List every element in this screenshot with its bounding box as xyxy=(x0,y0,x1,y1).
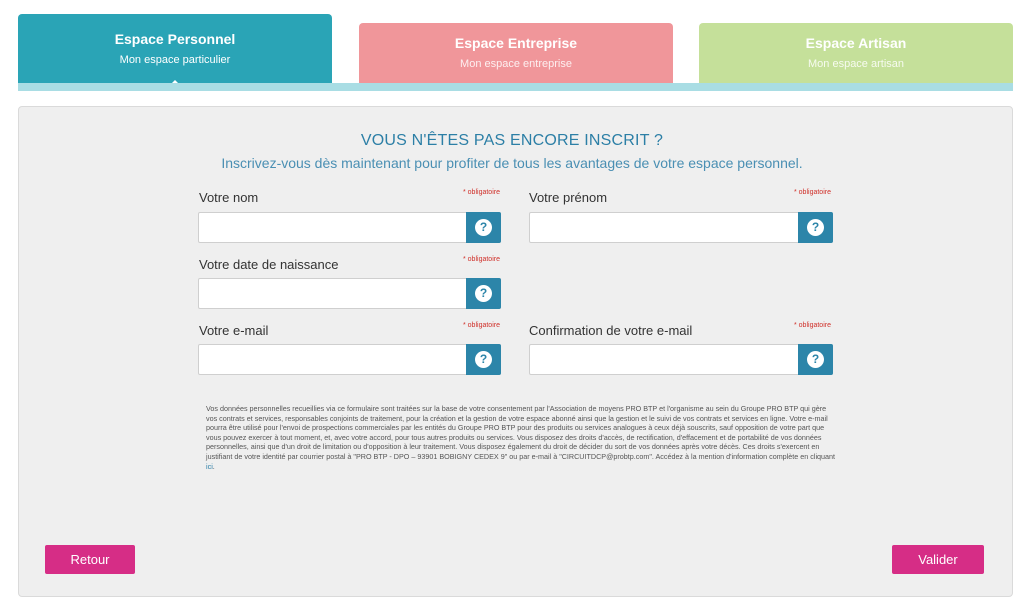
question-icon: ? xyxy=(475,285,492,302)
question-icon: ? xyxy=(475,219,492,236)
privacy-notice-link[interactable]: ici xyxy=(206,461,213,471)
email-label: Votre e-mail xyxy=(199,323,269,338)
prenom-help-button[interactable] xyxy=(798,212,833,243)
nom-field[interactable] xyxy=(198,212,501,243)
privacy-notice xyxy=(206,404,836,471)
naissance-input[interactable] xyxy=(199,279,500,308)
naissance-label: Votre date de naissance xyxy=(199,257,339,272)
tab-subtitle: Mon espace artisan xyxy=(808,58,904,70)
email-confirm-field[interactable] xyxy=(529,344,833,375)
naissance-field[interactable] xyxy=(198,278,501,309)
tab-underline-bar xyxy=(18,83,1013,91)
tab-espace-entreprise[interactable] xyxy=(359,23,673,83)
question-icon: ? xyxy=(475,351,492,368)
email-field[interactable] xyxy=(198,344,501,375)
email-confirm-input[interactable] xyxy=(530,345,832,374)
email-input[interactable] xyxy=(199,345,500,374)
registration-panel xyxy=(18,106,1013,597)
naissance-help-button[interactable] xyxy=(466,278,501,309)
required-note: * obligatoire xyxy=(794,189,831,196)
prenom-input[interactable] xyxy=(530,213,832,242)
tab-title: Espace Artisan xyxy=(805,35,907,51)
nom-help-button[interactable] xyxy=(466,212,501,243)
question-icon: ? xyxy=(807,351,824,368)
required-note: * obligatoire xyxy=(463,256,500,263)
tab-subtitle: Mon espace particulier xyxy=(119,54,231,66)
nom-label: Votre nom xyxy=(199,190,259,205)
required-note: * obligatoire xyxy=(463,189,500,196)
tab-espace-artisan[interactable] xyxy=(699,23,1013,83)
prenom-label: Votre prénom xyxy=(529,190,608,205)
prenom-field[interactable] xyxy=(529,212,833,243)
valider-button[interactable]: Valider xyxy=(892,545,984,574)
nom-input[interactable] xyxy=(199,213,500,242)
email-confirm-help-button[interactable] xyxy=(798,344,833,375)
tab-espace-personnel[interactable] xyxy=(18,14,332,83)
retour-button[interactable]: Retour xyxy=(45,545,135,574)
email-confirm-label: Confirmation de votre e-mail xyxy=(529,323,693,338)
privacy-notice-end: . xyxy=(212,461,215,471)
required-note: * obligatoire xyxy=(463,322,500,329)
tab-subtitle: Mon espace entreprise xyxy=(460,58,572,70)
tab-title: Espace Entreprise xyxy=(454,35,578,51)
form-heading: VOUS N'ÊTES PAS ENCORE INSCRIT ? xyxy=(360,132,664,149)
email-help-button[interactable] xyxy=(466,344,501,375)
tab-title: Espace Personnel xyxy=(114,31,236,47)
question-icon: ? xyxy=(807,219,824,236)
required-note: * obligatoire xyxy=(794,322,831,329)
privacy-notice-text: Vos données personnelles recueillies via ce formulaire sont traitées sur la base de votre consentement par l'Association de moyens PRO BTP et l'organisme au sein du Groupe PRO BTP qui gère vos contrats et services, responsables conjoints de traitement, pour la création et la gestion de votre espace abonné ainsi que la gestion et le suivi de vos contrats et services en ligne. Votre e-mail pourra être utilisé pour l'envoi de prospections commerciales par les entités du Groupe PRO BTP pour des produits ou services analogues à ceux déjà souscrits, sauf opposition de votre part que vous pouvez exercer à tout moment, et, avec votre accord, pour tous autres produits ou services. Vous disposez des droits d'accès, de rectification, d'effacement et de portabilité de vos données personnelles, ainsi que d'un droit de limitation ou d'opposition à leur traitement. Vous disposez également du droit de décider du sort de vos données après votre décès. Ces droits s'exercent en justifiant de votre identité par courrier postal à "PRO BTP - DPO – 93901 BOBIGNY CEDEX 9" ou par e-mail à "CIRCUITDCP@probtp.com". Accédez à la mention d'information complète en cliquant xyxy=(206,404,836,461)
form-subheading: Inscrivez-vous dès maintenant pour profiter de tous les avantages de votre espace personnel. xyxy=(221,155,803,171)
